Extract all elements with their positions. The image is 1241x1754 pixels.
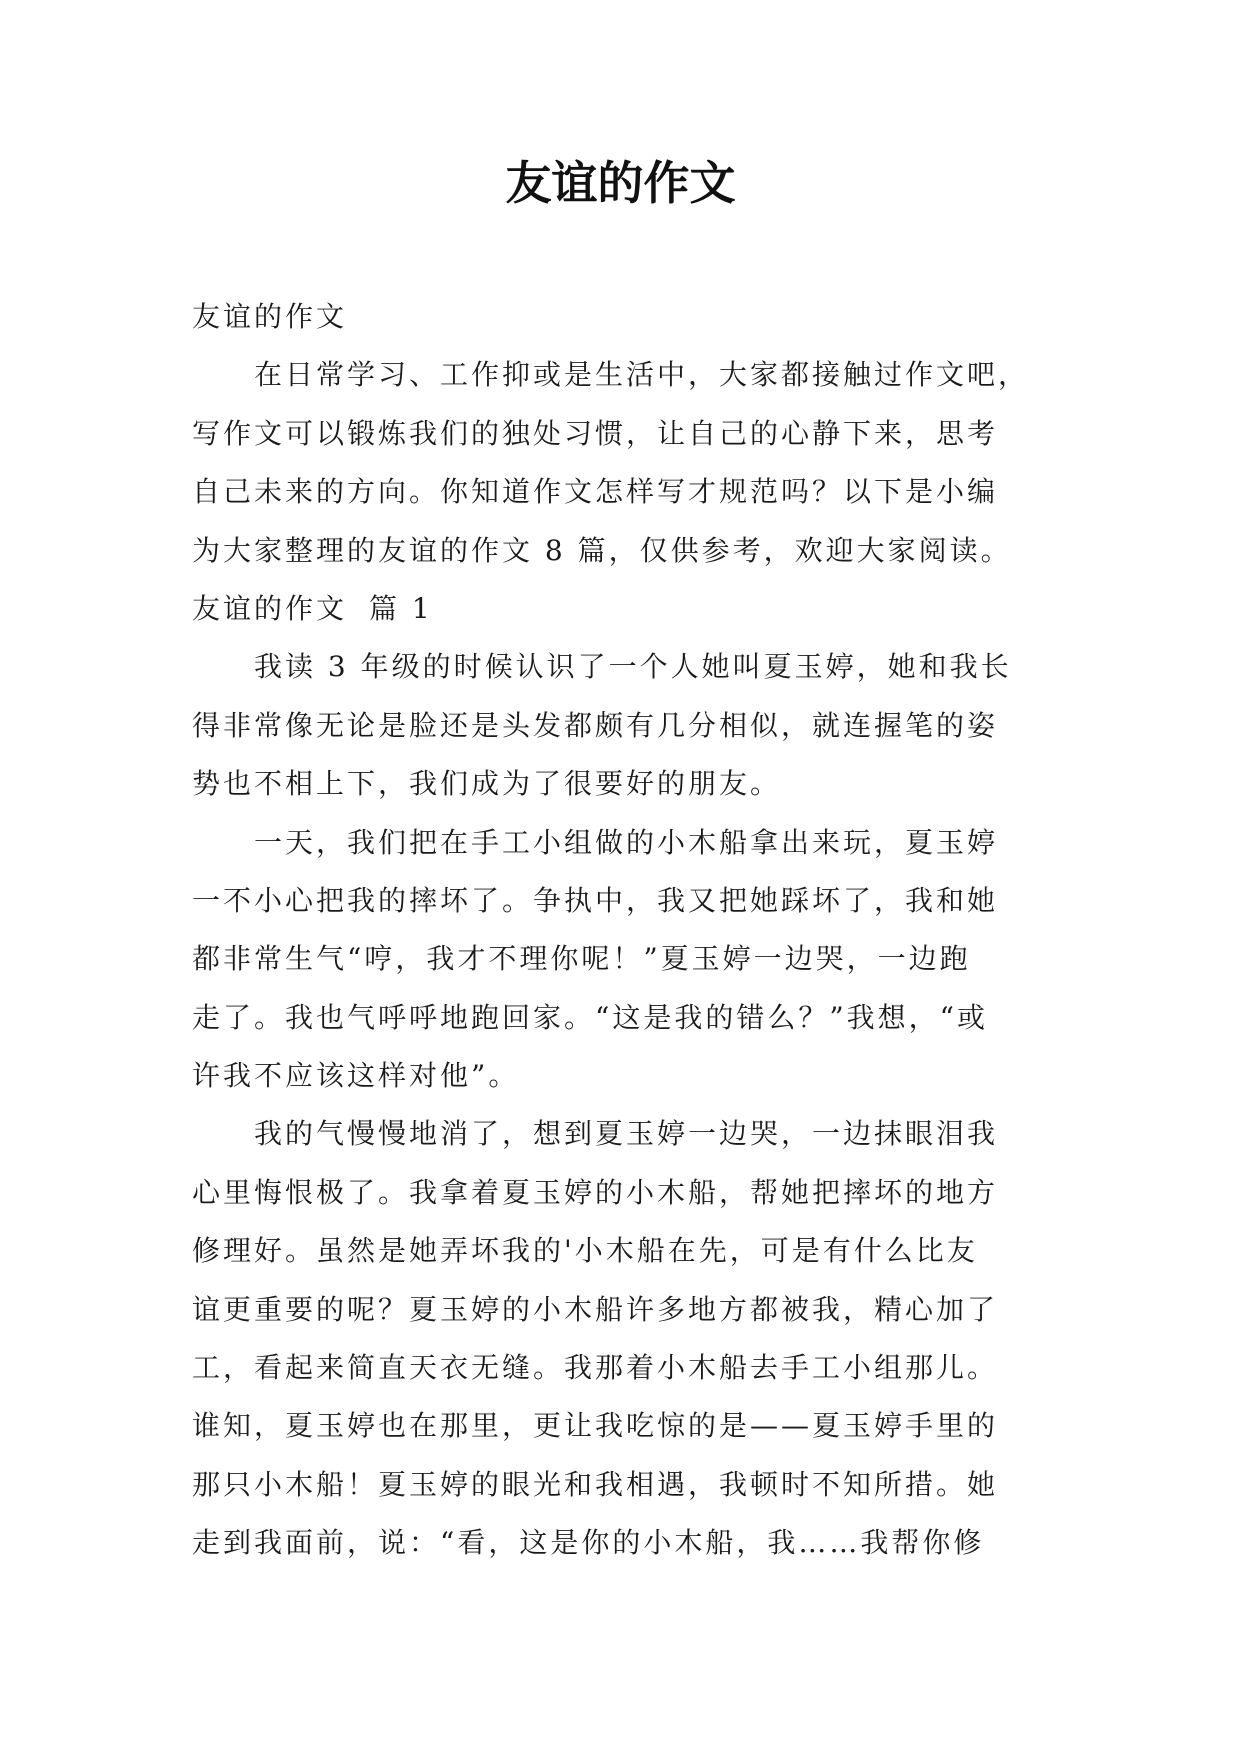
body-line: 我的气慢慢地消了，想到夏玉婷一边哭，一边抹眼泪我 — [254, 1117, 999, 1151]
body-line: 心里悔恨极了。我拿着夏玉婷的小木船，帮她把摔坏的地方 — [192, 1175, 999, 1209]
body-line: 许我不应该这样对他”。 — [192, 1059, 520, 1093]
body-line: 一不小心把我的摔坏了。争执中，我又把她踩坏了，我和她 — [192, 883, 999, 917]
body-line: 得非常像无论是脸还是头发都颇有几分相似，就连握笔的姿 — [192, 708, 999, 742]
body-line: 走到我面前，说：“看，这是你的小木船，我……我帮你修 — [192, 1526, 985, 1560]
body-line: 自己未来的方向。你知道作文怎样写才规范吗？以下是小编 — [192, 475, 999, 509]
body-line: 我读 3 年级的时候认识了一个人她叫夏玉婷，她和我长 — [254, 650, 1012, 684]
body-line: 走了。我也气呼呼地跑回家。“这是我的错么？”我想，“或 — [192, 1000, 988, 1034]
body-line: 修理好。虽然是她弄坏我的'小木船在先，可是有什么比友 — [192, 1234, 978, 1268]
body-line: 在日常学习、工作抑或是生活中，大家都接触过作文吧， — [254, 358, 1030, 392]
document-body — [192, 288, 1062, 1573]
document-title: 友谊的作文 — [505, 156, 736, 210]
body-line: 谊更重要的呢？夏玉婷的小木船许多地方都被我，精心加了 — [192, 1292, 999, 1326]
body-line: 一天，我们把在手工小组做的小木船拿出来玩，夏玉婷 — [254, 825, 999, 859]
body-line: 工，看起来简直天衣无缝。我那着小木船去手工小组那儿。 — [192, 1351, 999, 1385]
body-line: 那只小木船！夏玉婷的眼光和我相遇，我顿时不知所措。她 — [192, 1467, 999, 1501]
body-line: 友谊的作文 — [192, 300, 348, 333]
body-line: 势也不相上下，我们成为了很要好的朋友。 — [192, 767, 782, 801]
body-line: 谁知，夏玉婷也在那里，更让我吃惊的是——夏玉婷手里的 — [192, 1409, 999, 1443]
body-line: 为大家整理的友谊的作文 8 篇，仅供参考，欢迎大家阅读。 — [192, 533, 1012, 567]
section-heading-title: 友谊的作文 — [192, 591, 348, 625]
body-line: 写作文可以锻炼我们的独处习惯，让自己的心静下来，思考 — [192, 416, 999, 450]
body-line: 都非常生气“哼，我才不理你呢！”夏玉婷一边哭，一边跑 — [192, 942, 971, 976]
section-heading — [192, 580, 1062, 638]
section-heading-number: 篇 1 — [369, 591, 433, 625]
